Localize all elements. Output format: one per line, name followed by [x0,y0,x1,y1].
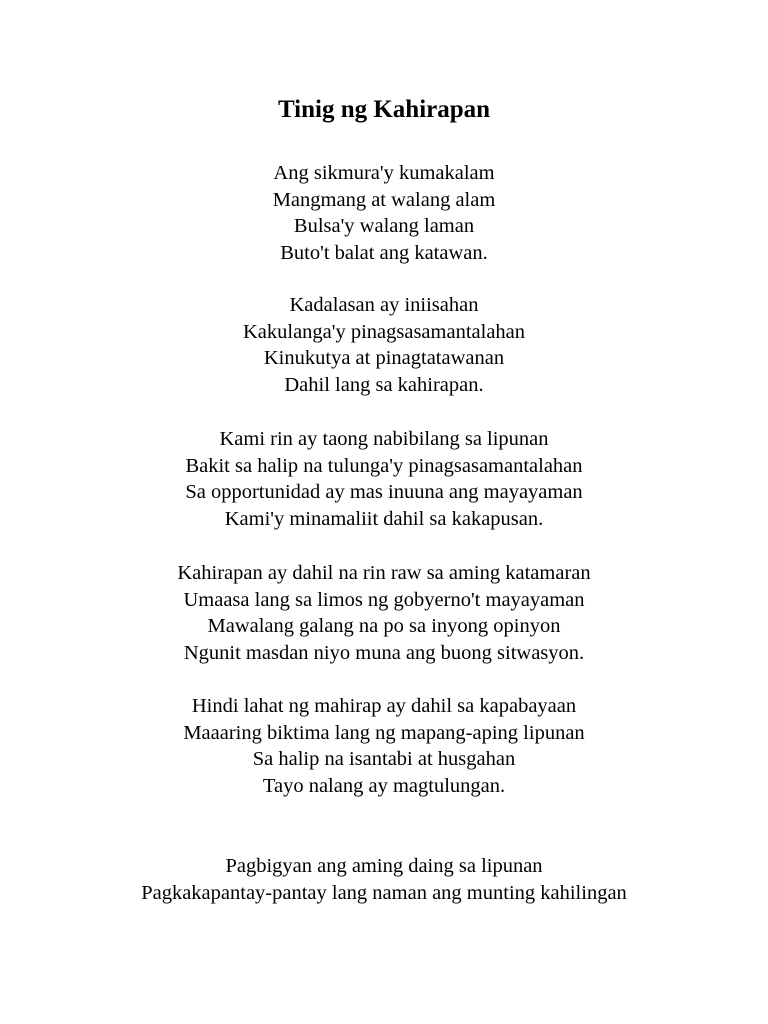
stanza-6 [0,853,768,906]
poem-line: Sa opportunidad ay mas inuuna ang mayayaman [185,481,583,504]
poem-line: Sa halip na isantabi at husgahan [252,748,516,771]
poem-line: Ngunit masdan niyo muna ang buong sitwasyon. [183,641,585,664]
stanza-5 [0,693,768,799]
poem-line: Pagkakapantay-pantay lang naman ang munting kahilingan [141,881,627,904]
poem-line: Kinukutya at pinagtatawanan [263,347,505,370]
poem-line: Mangmang at walang alam [272,188,496,211]
poem-line: Bulsa'y walang laman [293,215,475,238]
poem-line: Kahirapan ay dahil na rin raw sa aming katamaran [177,562,591,584]
stanza-1 [0,160,768,266]
poem-line: Buto't balat ang katawan. [280,241,488,264]
poem-line: Bakit sa halip na tulunga'y pinagsasamantalahan [185,454,583,477]
poem-line: Maaaring biktima lang ng mapang-aping lipunan [183,721,585,744]
poem-line: Kakulanga'y pinagsasamantalahan [242,320,526,343]
stanza-3 [0,426,768,532]
poem-line: Pagbigyan ang aming daing sa lipunan [225,855,543,877]
poem-line: Hindi lahat ng mahirap ay dahil sa kapabayaan [191,695,577,717]
poem-line: Umaasa lang sa limos ng gobyerno't mayayaman [183,588,585,611]
poem-line: Dahil lang sa kahirapan. [284,373,484,396]
poem-line: Mawalang galang na po sa inyong opinyon [207,615,561,638]
stanza-2 [0,292,768,398]
poem-title: Tinig ng Kahirapan [277,96,491,123]
poem-line: Tayo nalang ay magtulungan. [262,774,506,797]
poem-line: Kadalasan ay iniisahan [289,294,479,316]
poem-line: Kami'y minamaliit dahil sa kakapusan. [224,507,544,530]
stanza-4 [0,560,768,666]
poem-line: Ang sikmura'y kumakalam [273,162,495,184]
poem-line: Kami rin ay taong nabibilang sa lipunan [219,428,549,450]
